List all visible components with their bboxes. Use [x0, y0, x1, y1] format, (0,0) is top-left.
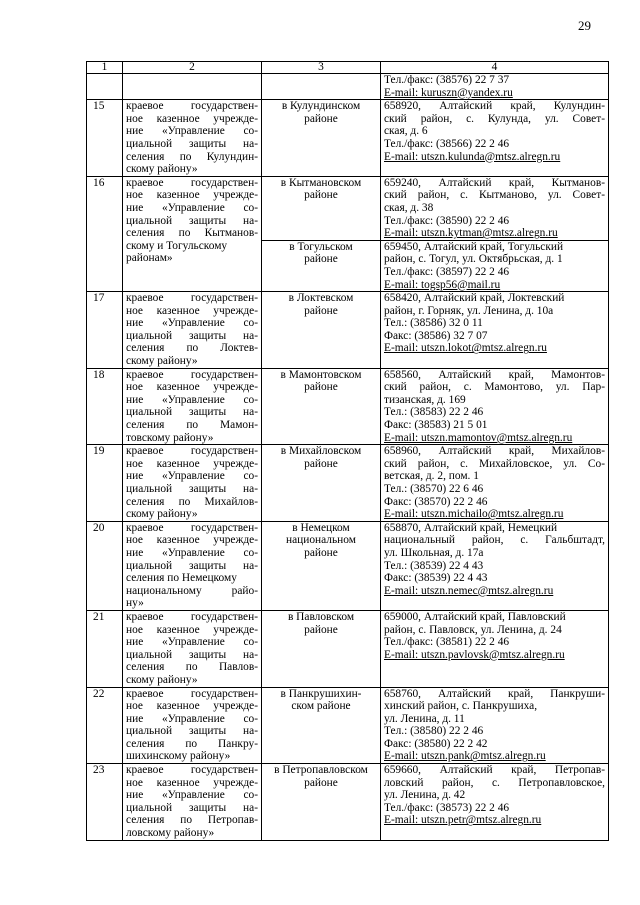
continuation-row — [87, 74, 609, 100]
page-number: 29 — [578, 18, 591, 33]
organization-line: циальной защиты на- — [126, 406, 258, 419]
contact-line: 658560, Алтайский край, Мамонтов- — [384, 368, 605, 381]
organization-line: ние «Управление со- — [126, 636, 258, 649]
district-line: в Михайловском — [280, 445, 362, 458]
contacts-table-body — [87, 62, 609, 841]
contact-line: 659000, Алтайский край, Павловский — [384, 610, 566, 623]
continuation-email: E-mail: kuruszn@yandex.ru — [384, 86, 513, 99]
district-cell — [262, 521, 381, 610]
district-cell — [262, 368, 381, 445]
contact-line: 658870, Алтайский край, Немецкий — [384, 521, 558, 534]
row-number-cell: 17 — [87, 292, 123, 369]
contact-line: E-mail: utszn.michailo@mtsz.alregn.ru — [384, 508, 564, 521]
organization-line: краевое государствен- — [126, 368, 258, 381]
contact-line: ская, д. 6 — [384, 125, 428, 138]
contact-line: E-mail: utszn.pavlovsk@mtsz.alregn.ru — [384, 648, 565, 661]
organization-line: краевое государствен- — [126, 176, 258, 189]
contact-line: E-mail: utszn.lokot@mtsz.alregn.ru — [384, 342, 547, 355]
organization-line: скому району» — [126, 508, 198, 521]
organization-line: краевое государствен- — [126, 100, 258, 113]
contact-line: Тел.: (38580) 22 2 46 — [384, 725, 484, 738]
contact-line: 658420, Алтайский край, Локтевский — [384, 292, 565, 305]
row-number-cell: 22 — [87, 687, 123, 764]
district-line: в Кытмановском — [280, 176, 362, 189]
organization-line: скому району» — [126, 355, 198, 368]
contact-line: Тел./факс: (38573) 22 2 46 — [384, 801, 510, 814]
organization-line: национальному райо- — [126, 584, 258, 597]
contact-line: национальный район, с. Гальбштадт, — [384, 534, 605, 547]
district-cell — [262, 764, 381, 841]
contact-line: Тел./факс: (38566) 22 2 46 — [384, 137, 510, 150]
continuation-phone: Тел./факс: (38576) 22 7 37 — [384, 74, 510, 86]
organization-line: ное казенное учрежде- — [126, 189, 258, 202]
district-cell — [262, 445, 381, 522]
district-line: районе — [304, 304, 338, 317]
contact-line: Тел./факс: (38590) 22 2 46 — [384, 214, 510, 227]
organization-line: скому и Тогульскому — [126, 239, 228, 252]
contact-line: Факс: (38583) 21 5 01 — [384, 419, 488, 432]
column-header-2: 2 — [123, 62, 262, 74]
contact-cell — [381, 100, 609, 177]
district-cell — [262, 610, 381, 687]
row-number-cell: 19 — [87, 445, 123, 522]
district-line: национальном — [286, 534, 356, 547]
district-line: районе — [304, 623, 338, 636]
organization-cell — [123, 687, 262, 764]
contact-line: Тел./факс: (38597) 22 2 46 — [384, 265, 510, 278]
district-line: в Немецком — [292, 521, 350, 534]
organization-cell — [123, 610, 262, 687]
row-number-cell: 15 — [87, 100, 123, 177]
contact-cell — [381, 445, 609, 522]
organization-line: селения по Кулундин- — [126, 150, 258, 163]
district-line: районе — [304, 112, 338, 125]
organization-line: селения по Павлов- — [126, 661, 258, 674]
organization-line: циальной защиты на- — [126, 559, 258, 572]
contact-line: 658960, Алтайский край, Михайлов- — [384, 445, 605, 458]
contact-cell — [381, 368, 609, 445]
organization-line: ну» — [126, 597, 144, 610]
organization-line: ние «Управление со- — [126, 789, 258, 802]
contact-line: Факс: (38570) 22 2 46 — [384, 495, 488, 508]
organization-line: ное казенное учрежде- — [126, 112, 258, 125]
organization-line: циальной защиты на- — [126, 725, 258, 738]
contact-line: хинский район, с. Панкрушиха, — [384, 700, 538, 713]
row-number-cell: 20 — [87, 521, 123, 610]
district-line: в Мамонтовском — [280, 368, 362, 381]
district-line: в Кулундинском — [281, 100, 361, 113]
organization-line: селения по Михайлов- — [126, 495, 258, 508]
organization-line: ное казенное учрежде- — [126, 776, 258, 789]
organization-line: товскому району» — [126, 431, 214, 444]
contact-line: 659660, Алтайский край, Петропав- — [384, 764, 605, 777]
district-cell — [262, 100, 381, 177]
contact-line: район, г. Горняк, ул. Ленина, д. 10а — [384, 304, 554, 317]
contact-line: ский район, с. Кулунда, ул. Совет- — [384, 112, 605, 125]
organization-line: ние «Управление со- — [126, 470, 258, 483]
district-line: в Локтевском — [288, 292, 354, 305]
district-line: районе — [304, 546, 338, 559]
organization-line: краевое государствен- — [126, 687, 258, 700]
contact-line: ловский район, с. Петропавловское, — [384, 776, 605, 789]
contact-line: 658920, Алтайский край, Кулундин- — [384, 100, 605, 113]
contact-line: E-mail: utszn.pank@mtsz.alregn.ru — [384, 750, 546, 763]
organization-line: циальной защиты на- — [126, 329, 258, 342]
contact-line: 659450, Алтайский край, Тогульский — [384, 240, 564, 253]
organization-line: ное казенное учрежде- — [126, 457, 258, 470]
organization-line: циальной защиты на- — [126, 137, 258, 150]
row-number-cell: 16 — [87, 176, 123, 291]
organization-line: селения по Панкру- — [126, 737, 258, 750]
contact-cell — [381, 764, 609, 841]
contact-line: 659240, Алтайский край, Кытманов- — [384, 176, 605, 189]
district-cell — [262, 176, 381, 240]
organization-line: ние «Управление со- — [126, 125, 258, 138]
contact-cell — [381, 687, 609, 764]
continuation-area-cell — [262, 74, 381, 100]
organization-line: краевое государствен- — [126, 292, 258, 305]
contact-line: Факс: (38539) 22 4 43 — [384, 572, 488, 585]
table-row — [87, 176, 609, 240]
contact-line: Тел.: (38570) 22 6 46 — [384, 483, 484, 495]
district-line: районе — [304, 381, 338, 394]
district-line: в Панкрушихин- — [280, 687, 362, 700]
contact-line: тизанская, д. 169 — [384, 393, 466, 406]
district-line: районе — [304, 189, 338, 202]
organization-cell — [123, 176, 262, 291]
continuation-num-cell — [87, 74, 123, 100]
organization-line: краевое государствен- — [126, 764, 258, 777]
organization-line: краевое государствен- — [126, 521, 258, 534]
continuation-contact-cell — [381, 74, 609, 100]
contact-cell — [381, 610, 609, 687]
organization-line: ное казенное учрежде- — [126, 304, 258, 317]
contact-line: E-mail: utszn.petr@mtsz.alregn.ru — [384, 814, 542, 827]
organization-line: циальной защиты на- — [126, 214, 258, 227]
organization-line: краевое государствен- — [126, 610, 258, 623]
contact-line: Тел./факс: (38581) 22 2 46 — [384, 636, 510, 649]
continuation-org-cell — [123, 74, 262, 100]
row-number-cell: 18 — [87, 368, 123, 445]
contact-line: район, с. Тогул, ул. Октябрьская, д. 1 — [384, 253, 563, 266]
contact-line: Факс: (38580) 22 2 42 — [384, 737, 488, 750]
table-row — [87, 292, 609, 369]
district-cell — [262, 292, 381, 369]
contact-cell — [381, 240, 609, 291]
contact-line: ский район, с. Кытманово, ул. Совет- — [384, 189, 605, 202]
row-number-cell: 21 — [87, 610, 123, 687]
district-line: в Тогульском — [289, 240, 353, 253]
contact-line: E-mail: utszn.kytman@mtsz.alregn.ru — [384, 227, 558, 240]
organization-line: ное казенное учрежде- — [126, 623, 258, 636]
contact-line: ул. Ленина, д. 42 — [384, 789, 466, 802]
contact-line: ул. Ленина, д. 11 — [384, 712, 465, 725]
contact-line: район, с. Павловск, ул. Ленина, д. 24 — [384, 623, 562, 636]
contact-line: Тел.: (38539) 22 4 43 — [384, 559, 484, 572]
contact-line: ветская, д. 2, пом. 1 — [384, 470, 479, 483]
organization-line: ние «Управление со- — [126, 546, 258, 559]
contact-line: E-mail: utszn.nemec@mtsz.alregn.ru — [384, 584, 554, 597]
organization-cell — [123, 100, 262, 177]
district-line: в Павловском — [287, 610, 355, 623]
organization-line: ние «Управление со- — [126, 393, 258, 406]
organization-line: скому району» — [126, 163, 198, 176]
organization-cell — [123, 292, 262, 369]
contact-line: E-mail: utszn.kulunda@mtsz.alregn.ru — [384, 150, 561, 163]
contact-line: 658760, Алтайский край, Панкруши- — [384, 687, 605, 700]
organization-line: краевое государствен- — [126, 445, 258, 458]
organization-line: ние «Управление со- — [126, 712, 258, 725]
organization-cell — [123, 764, 262, 841]
table-row — [87, 445, 609, 522]
organization-line: селения по Петропав- — [126, 814, 258, 827]
contact-cell — [381, 521, 609, 610]
organization-line: районам» — [126, 252, 173, 265]
contact-line: Тел.: (38583) 22 2 46 — [384, 406, 484, 419]
column-header-3: 3 — [262, 62, 381, 74]
organization-line: циальной защиты на- — [126, 648, 258, 661]
contact-line: Факс: (38586) 32 7 07 — [384, 329, 488, 342]
contact-line: E-mail: togsp56@mail.ru — [384, 278, 501, 291]
district-line: районе — [304, 457, 338, 470]
organization-line: ние «Управление со- — [126, 317, 258, 330]
table-row — [87, 764, 609, 841]
contacts-table — [86, 61, 609, 841]
column-header-4: 4 — [381, 62, 609, 74]
organization-line: ние «Управление со- — [126, 201, 258, 214]
organization-line: селения по Немецкому — [126, 572, 237, 585]
district-line: районе — [304, 776, 338, 789]
contact-cell — [381, 292, 609, 369]
district-cell — [262, 240, 381, 291]
organization-line: селения по Кытманов- — [126, 227, 258, 240]
contact-line: ский район, с. Мамонтово, ул. Пар- — [384, 381, 605, 394]
contact-cell — [381, 176, 609, 240]
table-row — [87, 521, 609, 610]
organization-line: ловскому району» — [126, 827, 215, 840]
contact-line: Тел.: (38586) 32 0 11 — [384, 317, 483, 330]
table-row — [87, 100, 609, 177]
district-line: ском районе — [291, 700, 351, 713]
organization-line: шихинскому району» — [126, 750, 231, 763]
column-number-row — [87, 62, 609, 74]
organization-line: селения по Локтев- — [126, 342, 258, 355]
contact-line: ская, д. 38 — [384, 201, 434, 214]
table-row — [87, 687, 609, 764]
organization-line: селения по Мамон- — [126, 419, 258, 432]
organization-cell — [123, 445, 262, 522]
organization-line: циальной защиты на- — [126, 801, 258, 814]
district-line: в Петропавловском — [274, 764, 368, 777]
organization-cell — [123, 368, 262, 445]
contact-line: ул. Школьная, д. 17а — [384, 546, 484, 559]
organization-line: циальной защиты на- — [126, 483, 258, 495]
row-number-cell: 23 — [87, 764, 123, 841]
contact-line: E-mail: utszn.mamontov@mtsz.alregn.ru — [384, 431, 573, 444]
table-row — [87, 610, 609, 687]
organization-line: ное казенное учрежде- — [126, 700, 258, 713]
organization-cell — [123, 521, 262, 610]
contact-line: ский район, с. Михайловское, ул. Со- — [384, 457, 605, 470]
organization-line: ное казенное учрежде- — [126, 381, 258, 394]
organization-line: ное казенное учрежде- — [126, 534, 258, 547]
column-header-1: 1 — [87, 62, 123, 74]
district-line: районе — [304, 253, 338, 266]
district-cell — [262, 687, 381, 764]
organization-line: скому району» — [126, 673, 198, 686]
table-row — [87, 368, 609, 445]
